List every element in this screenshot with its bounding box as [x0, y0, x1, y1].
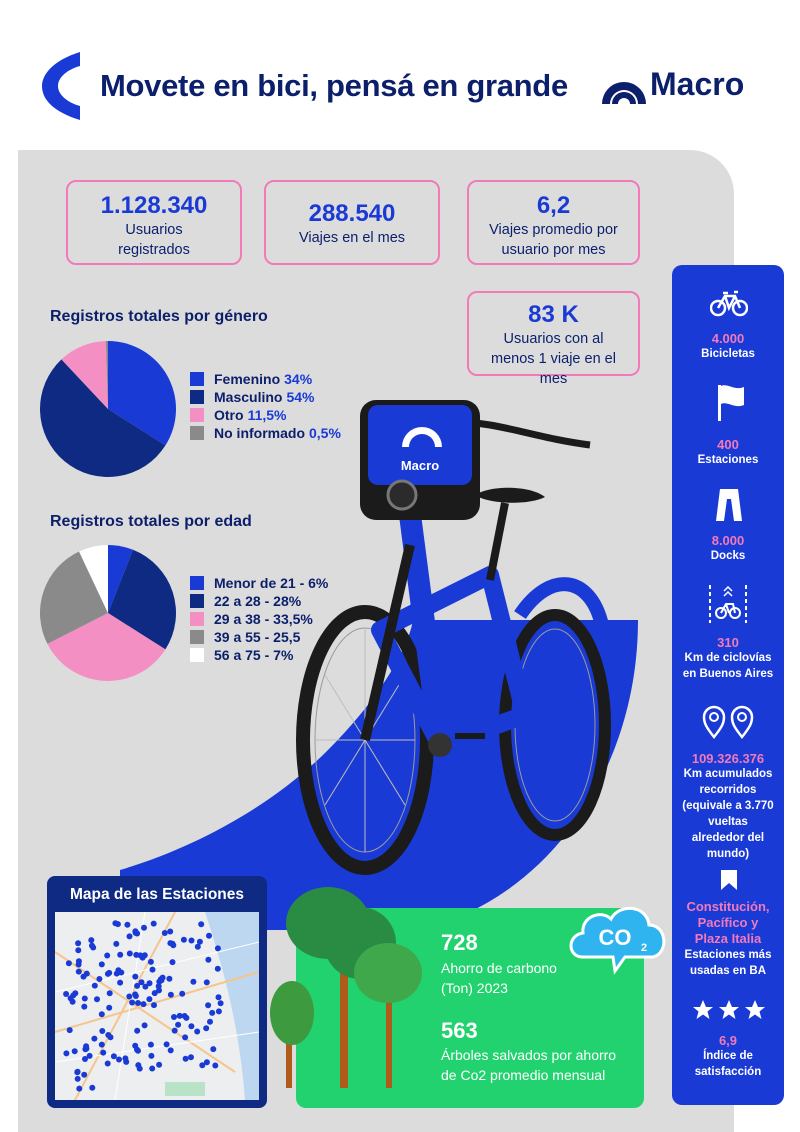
station-pin[interactable]	[142, 1022, 148, 1028]
station-pin[interactable]	[146, 996, 152, 1002]
station-pin[interactable]	[115, 921, 121, 927]
station-pin[interactable]	[106, 1005, 112, 1011]
legend-label: Otro	[214, 407, 244, 423]
station-pin[interactable]	[94, 996, 100, 1002]
station-pin[interactable]	[212, 1063, 218, 1069]
station-pin[interactable]	[75, 940, 81, 946]
station-pin[interactable]	[170, 959, 176, 965]
station-pin[interactable]	[207, 1019, 213, 1025]
legend-label: 22 a 28 - 28%	[214, 593, 302, 609]
station-pin[interactable]	[107, 990, 113, 996]
station-pin[interactable]	[206, 933, 212, 939]
station-pin[interactable]	[124, 922, 130, 928]
station-pin[interactable]	[216, 1008, 222, 1014]
station-pin[interactable]	[135, 1000, 141, 1006]
stat-top-stations	[672, 899, 784, 979]
stat-bicycles	[672, 331, 784, 362]
station-pin[interactable]	[116, 1057, 122, 1063]
stat-bike-lanes	[672, 635, 784, 682]
stat-label: Docks	[710, 550, 746, 562]
station-pin[interactable]	[175, 1022, 181, 1028]
carbon-label-line2: (Ton) 2023	[441, 980, 508, 996]
station-pin[interactable]	[148, 1042, 154, 1048]
stat-label: Km acumulados recorridos (equivale a 3.770 vueltas alrededor del mundo)	[682, 768, 774, 860]
station-pin[interactable]	[134, 1028, 140, 1034]
station-pin[interactable]	[168, 1047, 174, 1053]
station-pin[interactable]	[89, 943, 95, 949]
station-pin[interactable]	[96, 976, 102, 982]
stat-stations	[672, 437, 784, 468]
station-pin[interactable]	[198, 921, 204, 927]
station-pin[interactable]	[151, 1002, 157, 1008]
legend-swatch	[190, 372, 204, 386]
station-pin[interactable]	[195, 944, 201, 950]
legend-label: 39 a 55 - 25,5	[214, 629, 301, 645]
bicycle-illustration	[290, 385, 630, 875]
station-pin[interactable]	[89, 1085, 95, 1091]
station-pin[interactable]	[141, 1001, 147, 1007]
station-pin[interactable]	[194, 1029, 200, 1035]
kpi-label: Viajes promedio por usuario por mes	[489, 222, 618, 258]
station-pin[interactable]	[215, 966, 221, 972]
bicycle-icon	[710, 289, 748, 317]
station-pin[interactable]	[162, 930, 168, 936]
station-pin[interactable]	[67, 1027, 73, 1033]
station-pin[interactable]	[127, 933, 133, 939]
stat-value: 6,9	[718, 1033, 738, 1048]
station-pin[interactable]	[218, 1000, 224, 1006]
bike-lane-icon	[708, 583, 748, 625]
station-pin[interactable]	[156, 1062, 162, 1068]
station-pin[interactable]	[127, 951, 133, 957]
station-pin[interactable]	[164, 1041, 170, 1047]
age-section-title: Registros totales por edad	[50, 513, 252, 530]
kpi-trips-per-user	[467, 180, 640, 265]
station-pin[interactable]	[99, 1028, 105, 1034]
gender-section-title: Registros totales por género	[50, 308, 268, 325]
kpi-label: Viajes en el mes	[298, 230, 406, 246]
station-pin[interactable]	[172, 1028, 178, 1034]
co2-text: CO	[598, 925, 632, 950]
station-pin[interactable]	[81, 1072, 87, 1078]
gender-pie-chart	[40, 341, 176, 477]
legend-swatch	[190, 390, 204, 404]
stat-value: 400	[717, 437, 739, 452]
station-pin[interactable]	[182, 1034, 188, 1040]
legend-label: Menor de 21 - 6%	[214, 575, 329, 591]
station-pin[interactable]	[140, 955, 146, 961]
station-pin[interactable]	[188, 1054, 194, 1060]
station-pin[interactable]	[76, 1086, 82, 1092]
station-pin[interactable]	[91, 1036, 97, 1042]
station-pin[interactable]	[105, 1032, 111, 1038]
stat-label: Estaciones	[697, 454, 759, 466]
station-pin[interactable]	[181, 937, 187, 943]
bike-brand-text: Macro	[400, 458, 440, 473]
station-pin[interactable]	[210, 1046, 216, 1052]
brand-c-logo	[40, 50, 84, 122]
legend-swatch	[190, 630, 204, 644]
kpi-value: 6,2	[536, 192, 571, 219]
station-pin[interactable]	[204, 1059, 210, 1065]
station-pin[interactable]	[66, 960, 72, 966]
station-pin[interactable]	[156, 987, 162, 993]
station-pin[interactable]	[111, 1053, 117, 1059]
legend-swatch	[190, 594, 204, 608]
station-pin[interactable]	[168, 992, 174, 998]
trees-label-line2: de Co2 promedio mensual	[441, 1067, 606, 1083]
station-pin[interactable]	[134, 1047, 140, 1053]
station-pin[interactable]	[204, 979, 210, 985]
route-pins-icon	[702, 705, 754, 739]
stat-km-traveled	[672, 751, 784, 862]
station-pin[interactable]	[117, 952, 123, 958]
map-title: Mapa de las Estaciones	[69, 886, 245, 903]
station-pin[interactable]	[99, 1042, 105, 1048]
station-pin[interactable]	[215, 945, 221, 951]
stat-value: 310	[717, 635, 739, 650]
co2-subscript: 2	[641, 942, 648, 954]
station-pin[interactable]	[205, 1002, 211, 1008]
stations-map-card	[47, 876, 267, 1108]
station-pin[interactable]	[88, 937, 94, 943]
station-pin[interactable]	[171, 1014, 177, 1020]
station-pin[interactable]	[76, 958, 82, 964]
station-pin[interactable]	[148, 959, 154, 965]
kpi-value: 1.128.340	[100, 192, 208, 219]
bookmark-icon	[720, 869, 738, 891]
station-pin[interactable]	[179, 991, 185, 997]
kpi-value: 288.540	[308, 200, 396, 227]
station-pin[interactable]	[203, 1025, 209, 1031]
kpi-value: 83 K	[528, 301, 579, 328]
station-pin[interactable]	[82, 996, 88, 1002]
map-graphic	[55, 912, 259, 1100]
legend-label: 29 a 38 - 33,5%	[214, 611, 313, 627]
kpi-registered-users	[66, 180, 242, 265]
station-pin[interactable]	[190, 979, 196, 985]
station-pin[interactable]	[74, 1069, 80, 1075]
station-pin[interactable]	[63, 991, 69, 997]
station-pin[interactable]	[72, 1048, 78, 1054]
stat-label: Bicicletas	[701, 348, 755, 360]
station-pin[interactable]	[137, 1066, 143, 1072]
carbon-value: 728	[441, 930, 478, 955]
legend-swatch	[190, 576, 204, 590]
stat-value: 4.000	[711, 331, 745, 346]
station-pin[interactable]	[126, 994, 132, 1000]
stat-docks	[672, 533, 784, 564]
page-title: Movete en bici, pensá en grande	[100, 68, 568, 103]
station-pin[interactable]	[209, 1010, 215, 1016]
legend-pct: 34%	[284, 371, 313, 387]
legend-pct: 11,5%	[247, 407, 287, 423]
stats-column	[672, 265, 784, 1105]
kpi-monthly-trips	[264, 180, 440, 265]
station-pin[interactable]	[148, 1053, 154, 1059]
stat-satisfaction	[672, 1033, 784, 1080]
dock-icon	[714, 487, 744, 521]
macro-logo-icon	[600, 72, 648, 108]
station-pin[interactable]	[100, 1050, 106, 1056]
station-pin[interactable]	[142, 984, 148, 990]
stat-value: Constitución, Pacífico y Plaza Italia	[686, 899, 770, 946]
station-pin[interactable]	[92, 983, 98, 989]
station-pin[interactable]	[76, 969, 82, 975]
legend-label: No informado	[214, 425, 305, 441]
station-pin[interactable]	[113, 941, 119, 947]
kpi-label: Usuarios con al menos 1 viaje en el mes	[491, 331, 616, 387]
trees-value: 563	[441, 1018, 478, 1043]
station-pin[interactable]	[132, 974, 138, 980]
station-pin[interactable]	[189, 938, 195, 944]
station-pin[interactable]	[63, 1050, 69, 1056]
trees-label-line1: Árboles salvados por ahorro	[441, 1047, 617, 1063]
station-pin[interactable]	[99, 1011, 105, 1017]
carbon-label-line1: Ahorro de carbono	[441, 960, 557, 976]
station-pin[interactable]	[105, 1061, 111, 1067]
station-pin[interactable]	[141, 925, 147, 931]
kpi-active-users	[467, 291, 640, 387]
station-pin[interactable]	[132, 991, 138, 997]
macro-logo-text: Macro	[650, 66, 745, 102]
station-pin[interactable]	[166, 976, 172, 982]
legend-pct: 0,5%	[309, 425, 341, 441]
station-pin[interactable]	[160, 975, 166, 981]
station-pin[interactable]	[167, 929, 173, 935]
stars-icon	[692, 999, 766, 1021]
legend-swatch	[190, 426, 204, 440]
station-pin[interactable]	[82, 1056, 88, 1062]
station-pin[interactable]	[84, 971, 90, 977]
station-pin[interactable]	[68, 995, 74, 1001]
station-pin[interactable]	[99, 961, 105, 967]
station-pin[interactable]	[104, 953, 110, 959]
station-pin[interactable]	[205, 957, 211, 963]
station-pin[interactable]	[75, 947, 81, 953]
legend-label: Masculino	[214, 389, 283, 405]
stat-value: 109.326.376	[691, 751, 765, 766]
station-pin[interactable]	[149, 1066, 155, 1072]
station-pin[interactable]	[177, 1013, 183, 1019]
trees-illustration	[268, 878, 438, 1088]
flag-icon	[716, 383, 746, 423]
station-pin[interactable]	[133, 930, 139, 936]
station-pin[interactable]	[75, 1076, 81, 1082]
station-pin[interactable]	[151, 921, 157, 927]
station-pin[interactable]	[81, 1004, 87, 1010]
stations-map[interactable]	[55, 912, 259, 1100]
stat-label: Estaciones más usadas en BA	[684, 949, 772, 977]
station-pin[interactable]	[183, 1056, 189, 1062]
kpi-label: Usuarios registrados	[118, 222, 190, 258]
stat-label: Índice de satisfacción	[694, 1050, 762, 1078]
station-pin[interactable]	[115, 967, 121, 973]
legend-label: Femenino	[214, 371, 281, 387]
macro-logo	[600, 66, 775, 110]
station-pin[interactable]	[106, 970, 112, 976]
station-pin[interactable]	[122, 1055, 128, 1061]
age-pie-chart	[40, 545, 176, 681]
legend-swatch	[190, 612, 204, 626]
legend-label: 56 a 75 - 7%	[214, 647, 294, 663]
station-pin[interactable]	[188, 1023, 194, 1029]
station-pin[interactable]	[170, 942, 176, 948]
station-pin[interactable]	[150, 967, 156, 973]
station-pin[interactable]	[129, 1000, 135, 1006]
legend-swatch	[190, 648, 204, 662]
station-pin[interactable]	[83, 1043, 89, 1049]
stat-value: 8.000	[711, 533, 745, 548]
legend-pct: 54%	[286, 389, 315, 405]
co2-cloud-icon	[565, 895, 673, 975]
stat-label: Km de ciclovías en Buenos Aires	[682, 652, 774, 680]
station-pin[interactable]	[117, 980, 123, 986]
legend-swatch	[190, 408, 204, 422]
station-pin[interactable]	[216, 994, 222, 1000]
